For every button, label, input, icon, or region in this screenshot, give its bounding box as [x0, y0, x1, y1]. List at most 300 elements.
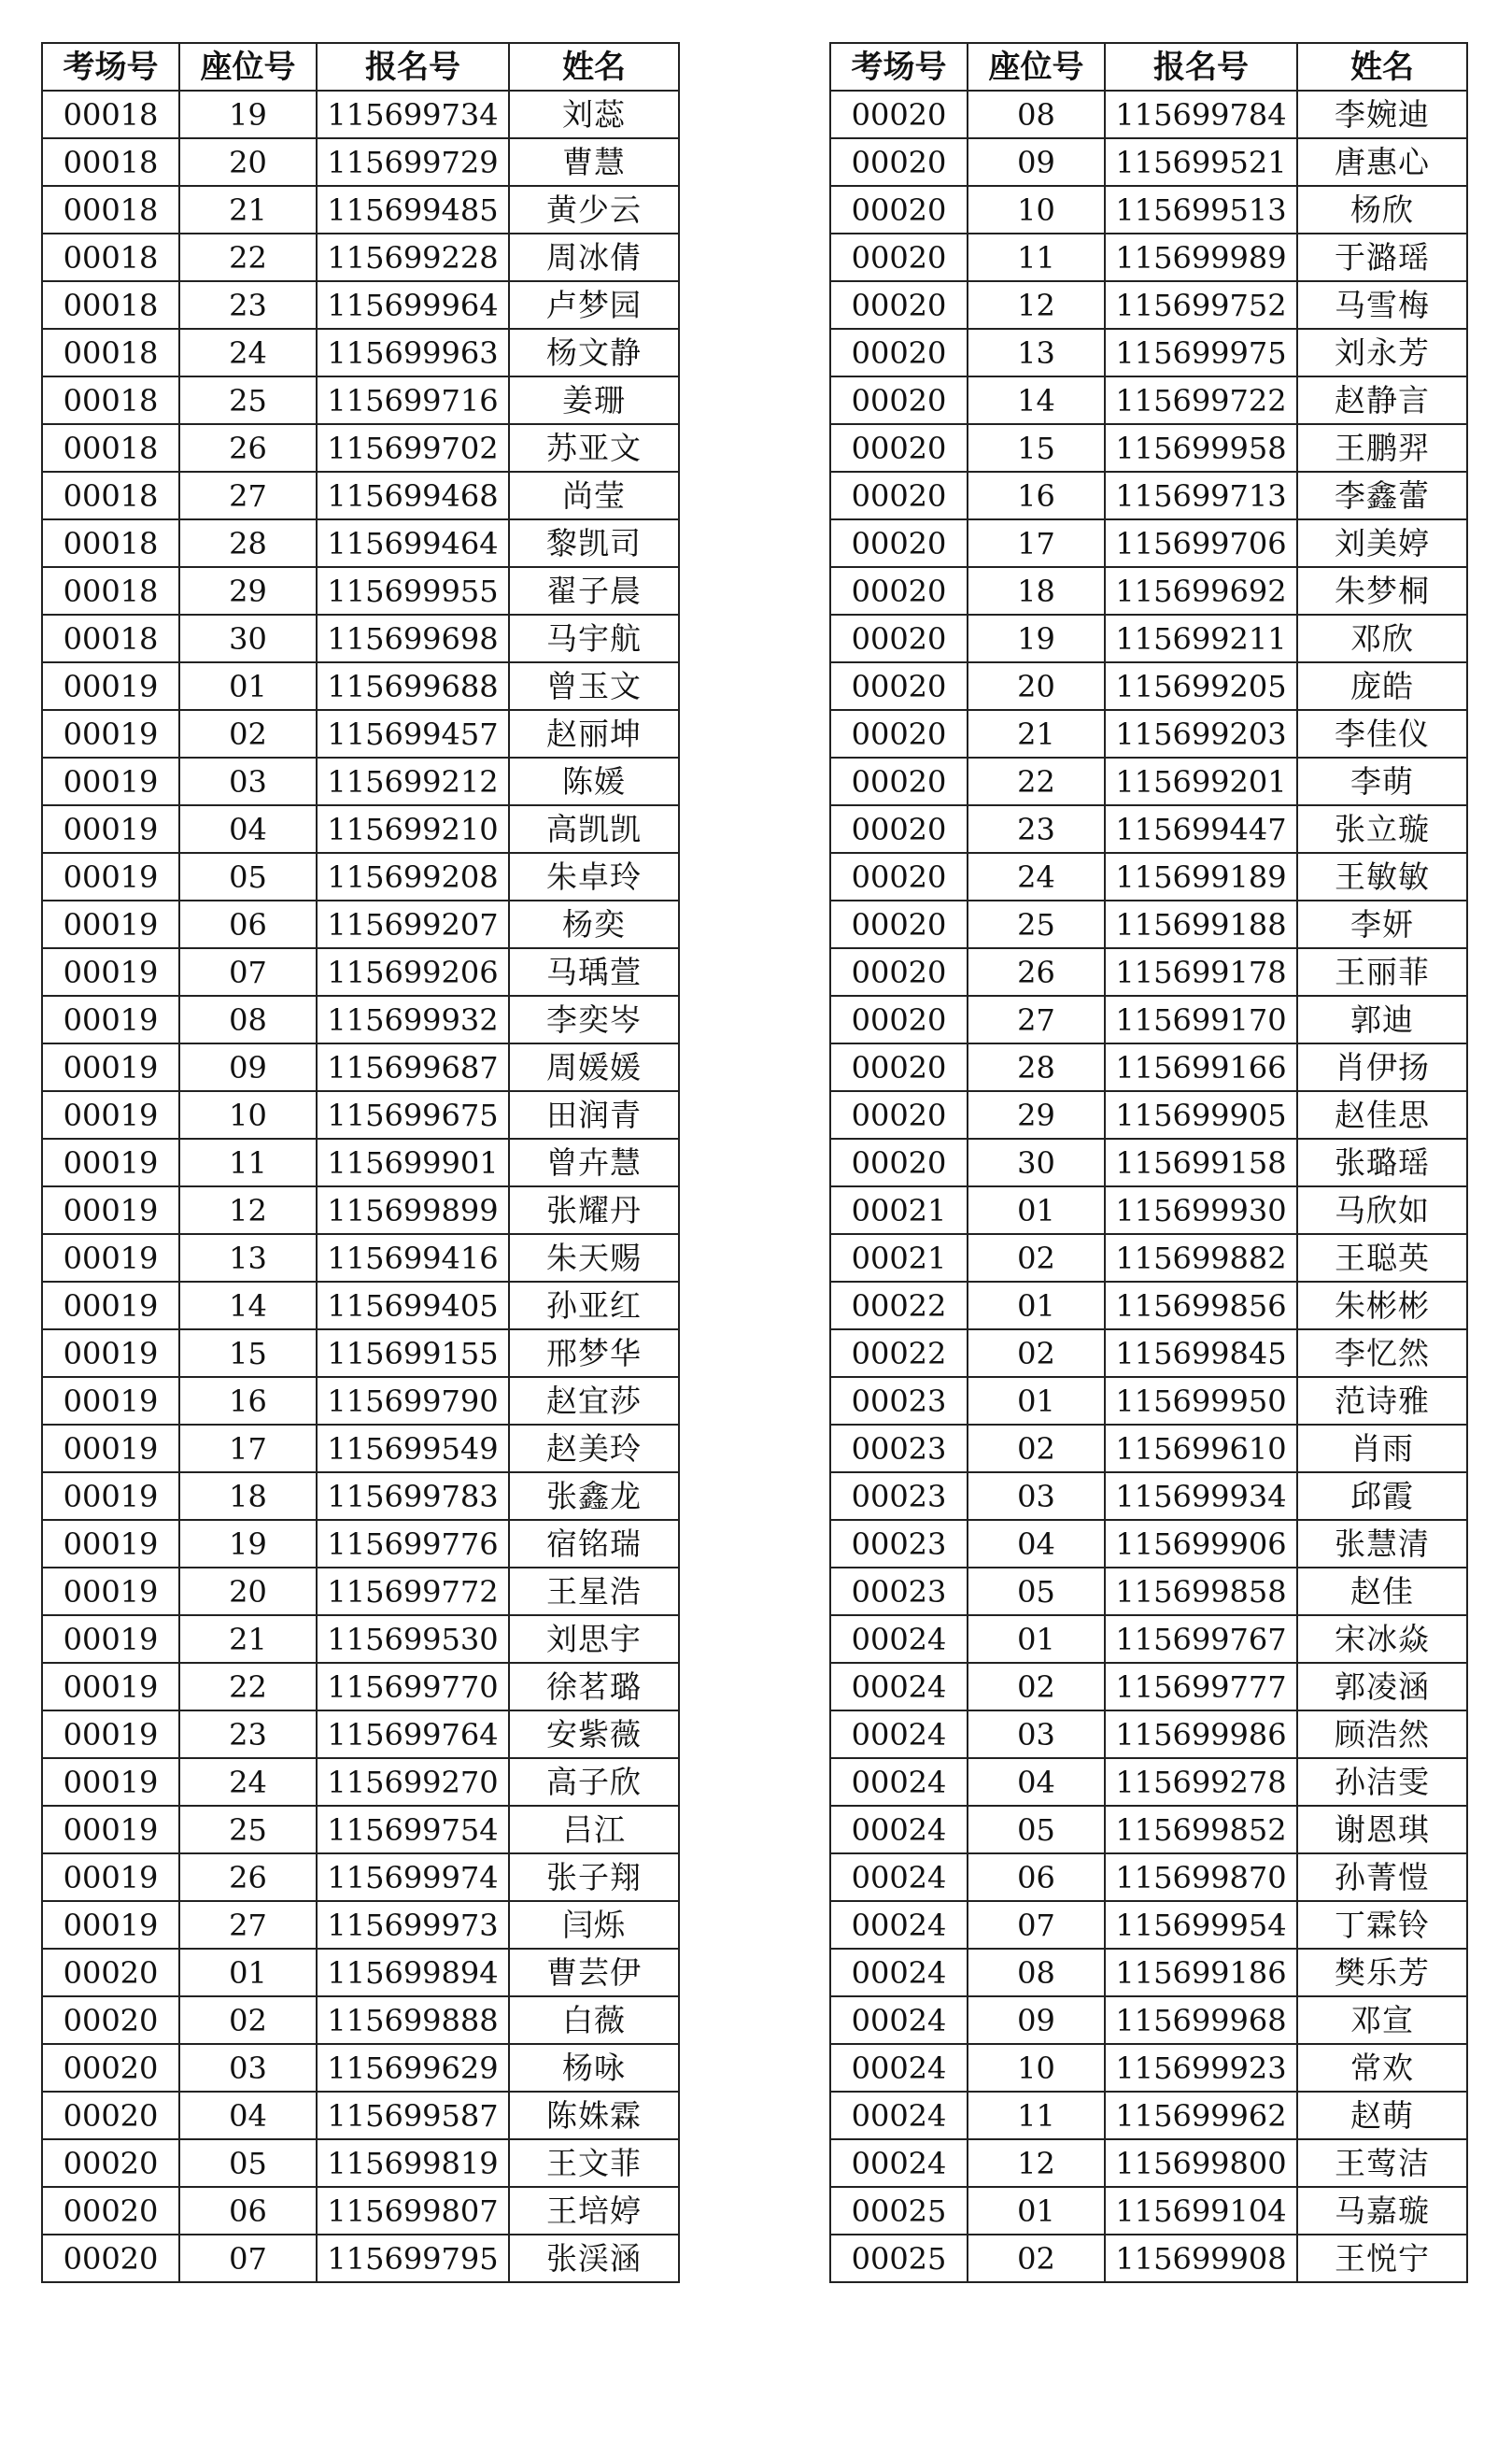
- cell-registration-number: 115699211: [1105, 615, 1297, 662]
- cell-seat-number: 04: [968, 1520, 1105, 1568]
- cell-seat-number: 11: [179, 1139, 317, 1186]
- cell-exam-room: 00019: [42, 1901, 179, 1949]
- cell-exam-room: 00019: [42, 996, 179, 1043]
- cell-registration-number: 115699894: [317, 1949, 509, 1996]
- table-row: [830, 519, 1467, 567]
- table-row: [830, 2044, 1467, 2092]
- cell-seat-number: 25: [968, 901, 1105, 948]
- cell-registration-number: 115699752: [1105, 281, 1297, 329]
- cell-exam-room: 00020: [830, 901, 968, 948]
- cell-name: 张子翔: [509, 1853, 679, 1901]
- cell-exam-room: 00024: [830, 1853, 968, 1901]
- table-row: [830, 901, 1467, 948]
- cell-exam-room: 00019: [42, 805, 179, 853]
- cell-registration-number: 115699795: [317, 2235, 509, 2282]
- cell-seat-number: 14: [179, 1282, 317, 1329]
- table-row: [830, 2139, 1467, 2187]
- table-row: [42, 1091, 679, 1139]
- cell-registration-number: 115699954: [1105, 1901, 1297, 1949]
- table-row: [830, 1758, 1467, 1806]
- cell-seat-number: 15: [179, 1329, 317, 1377]
- cell-registration-number: 115699207: [317, 901, 509, 948]
- cell-seat-number: 04: [179, 2092, 317, 2139]
- table-row: [42, 91, 679, 138]
- cell-registration-number: 115699764: [317, 1710, 509, 1758]
- cell-name: 苏亚文: [509, 424, 679, 472]
- cell-exam-room: 00020: [830, 853, 968, 901]
- cell-name: 赵佳: [1297, 1568, 1467, 1615]
- header-registration-number: 报名号: [317, 43, 509, 91]
- cell-name: 朱天赐: [509, 1234, 679, 1282]
- cell-registration-number: 115699228: [317, 234, 509, 281]
- cell-name: 刘蕊: [509, 91, 679, 138]
- cell-exam-room: 00020: [830, 424, 968, 472]
- table-row: [830, 472, 1467, 519]
- table-row: [42, 1329, 679, 1377]
- cell-seat-number: 19: [179, 91, 317, 138]
- cell-exam-room: 00019: [42, 901, 179, 948]
- cell-seat-number: 02: [968, 2235, 1105, 2282]
- cell-name: 李忆然: [1297, 1329, 1467, 1377]
- cell-exam-room: 00018: [42, 376, 179, 424]
- table-row: [830, 1282, 1467, 1329]
- cell-name: 范诗雅: [1297, 1377, 1467, 1425]
- cell-name: 肖伊扬: [1297, 1043, 1467, 1091]
- cell-name: 谢恩琪: [1297, 1806, 1467, 1853]
- cell-registration-number: 115699513: [1105, 186, 1297, 234]
- cell-seat-number: 02: [179, 710, 317, 758]
- cell-registration-number: 115699770: [317, 1663, 509, 1710]
- table-row: [42, 186, 679, 234]
- cell-exam-room: 00022: [830, 1282, 968, 1329]
- cell-registration-number: 115699906: [1105, 1520, 1297, 1568]
- cell-seat-number: 05: [179, 853, 317, 901]
- cell-name: 马欣如: [1297, 1186, 1467, 1234]
- table-row: [42, 281, 679, 329]
- cell-seat-number: 12: [179, 1186, 317, 1234]
- cell-name: 周媛媛: [509, 1043, 679, 1091]
- cell-seat-number: 03: [179, 2044, 317, 2092]
- header-name: 姓名: [509, 43, 679, 91]
- cell-registration-number: 115699713: [1105, 472, 1297, 519]
- cell-exam-room: 00019: [42, 1806, 179, 1853]
- cell-exam-room: 00024: [830, 1758, 968, 1806]
- cell-exam-room: 00020: [42, 2235, 179, 2282]
- cell-exam-room: 00024: [830, 1615, 968, 1663]
- cell-name: 王星浩: [509, 1568, 679, 1615]
- cell-name: 王鹏羿: [1297, 424, 1467, 472]
- table-row: [830, 1996, 1467, 2044]
- cell-seat-number: 24: [179, 1758, 317, 1806]
- cell-registration-number: 115699973: [317, 1901, 509, 1949]
- cell-exam-room: 00020: [830, 91, 968, 138]
- cell-exam-room: 00018: [42, 186, 179, 234]
- cell-exam-room: 00021: [830, 1234, 968, 1282]
- cell-registration-number: 115699958: [1105, 424, 1297, 472]
- cell-name: 曹芸伊: [509, 1949, 679, 1996]
- cell-registration-number: 115699968: [1105, 1996, 1297, 2044]
- cell-exam-room: 00018: [42, 472, 179, 519]
- cell-exam-room: 00024: [830, 2044, 968, 2092]
- cell-exam-room: 00019: [42, 1663, 179, 1710]
- cell-registration-number: 115699923: [1105, 2044, 1297, 2092]
- cell-seat-number: 02: [968, 1663, 1105, 1710]
- cell-registration-number: 115699776: [317, 1520, 509, 1568]
- cell-exam-room: 00020: [830, 567, 968, 615]
- cell-exam-room: 00019: [42, 1472, 179, 1520]
- cell-registration-number: 115699858: [1105, 1568, 1297, 1615]
- cell-seat-number: 07: [179, 2235, 317, 2282]
- table-row: [830, 1091, 1467, 1139]
- cell-registration-number: 115699692: [1105, 567, 1297, 615]
- cell-name: 张璐瑶: [1297, 1139, 1467, 1186]
- cell-seat-number: 21: [179, 1615, 317, 1663]
- cell-seat-number: 02: [968, 1329, 1105, 1377]
- cell-exam-room: 00020: [830, 710, 968, 758]
- table-row: [830, 1377, 1467, 1425]
- cell-seat-number: 01: [179, 662, 317, 710]
- cell-seat-number: 09: [968, 1996, 1105, 2044]
- cell-name: 樊乐芳: [1297, 1949, 1467, 1996]
- cell-name: 孙菁愷: [1297, 1853, 1467, 1901]
- cell-name: 曾卉慧: [509, 1139, 679, 1186]
- cell-registration-number: 115699189: [1105, 853, 1297, 901]
- cell-exam-room: 00024: [830, 1996, 968, 2044]
- cell-registration-number: 115699158: [1105, 1139, 1297, 1186]
- cell-exam-room: 00020: [830, 615, 968, 662]
- table-row: [830, 1853, 1467, 1901]
- cell-seat-number: 26: [968, 948, 1105, 996]
- cell-exam-room: 00020: [830, 329, 968, 376]
- table-row: [42, 1949, 679, 1996]
- cell-registration-number: 115699856: [1105, 1282, 1297, 1329]
- cell-seat-number: 24: [968, 853, 1105, 901]
- roster-table-left: [41, 42, 680, 2283]
- cell-registration-number: 115699767: [1105, 1615, 1297, 1663]
- cell-registration-number: 115699908: [1105, 2235, 1297, 2282]
- cell-name: 邓宣: [1297, 1996, 1467, 2044]
- table-row: [830, 567, 1467, 615]
- cell-registration-number: 115699772: [317, 1568, 509, 1615]
- cell-seat-number: 12: [968, 281, 1105, 329]
- cell-seat-number: 19: [179, 1520, 317, 1568]
- table-row: [42, 996, 679, 1043]
- cell-name: 朱彬彬: [1297, 1282, 1467, 1329]
- cell-registration-number: 115699702: [317, 424, 509, 472]
- table-row: [42, 1901, 679, 1949]
- cell-name: 肖雨: [1297, 1425, 1467, 1472]
- table-row: [42, 2044, 679, 2092]
- cell-name: 朱卓玲: [509, 853, 679, 901]
- cell-name: 尚莹: [509, 472, 679, 519]
- cell-name: 于潞瑶: [1297, 234, 1467, 281]
- cell-registration-number: 115699457: [317, 710, 509, 758]
- cell-exam-room: 00024: [830, 1949, 968, 1996]
- table-row: [830, 805, 1467, 853]
- cell-name: 田润青: [509, 1091, 679, 1139]
- cell-seat-number: 13: [179, 1234, 317, 1282]
- header-name: 姓名: [1297, 43, 1467, 91]
- cell-exam-room: 00018: [42, 138, 179, 186]
- cell-name: 赵静言: [1297, 376, 1467, 424]
- cell-registration-number: 115699208: [317, 853, 509, 901]
- table-row: [830, 2235, 1467, 2282]
- table-row: [42, 662, 679, 710]
- cell-seat-number: 19: [968, 615, 1105, 662]
- table-row: [42, 1710, 679, 1758]
- cell-name: 孙亚红: [509, 1282, 679, 1329]
- cell-name: 李鑫蕾: [1297, 472, 1467, 519]
- cell-exam-room: 00020: [830, 138, 968, 186]
- cell-exam-room: 00020: [830, 996, 968, 1043]
- cell-registration-number: 115699734: [317, 91, 509, 138]
- cell-registration-number: 115699706: [1105, 519, 1297, 567]
- cell-name: 马瑀萱: [509, 948, 679, 996]
- cell-name: 刘思宇: [509, 1615, 679, 1663]
- table-row: [42, 1139, 679, 1186]
- header-registration-number: 报名号: [1105, 43, 1297, 91]
- cell-registration-number: 115699790: [317, 1377, 509, 1425]
- table-row: [830, 710, 1467, 758]
- cell-exam-room: 00019: [42, 1425, 179, 1472]
- cell-name: 王培婷: [509, 2187, 679, 2235]
- cell-registration-number: 115699464: [317, 519, 509, 567]
- cell-name: 王文菲: [509, 2139, 679, 2187]
- table-row: [830, 329, 1467, 376]
- cell-seat-number: 28: [179, 519, 317, 567]
- header-exam-room: 考场号: [830, 43, 968, 91]
- cell-exam-room: 00018: [42, 234, 179, 281]
- cell-registration-number: 115699178: [1105, 948, 1297, 996]
- cell-seat-number: 20: [179, 1568, 317, 1615]
- cell-name: 杨奕: [509, 901, 679, 948]
- cell-name: 郭凌涵: [1297, 1663, 1467, 1710]
- cell-exam-room: 00020: [830, 234, 968, 281]
- cell-registration-number: 115699698: [317, 615, 509, 662]
- cell-name: 黄少云: [509, 186, 679, 234]
- cell-registration-number: 115699950: [1105, 1377, 1297, 1425]
- table-row: [830, 1568, 1467, 1615]
- cell-exam-room: 00019: [42, 710, 179, 758]
- cell-exam-room: 00019: [42, 1139, 179, 1186]
- cell-name: 赵美玲: [509, 1425, 679, 1472]
- cell-registration-number: 115699932: [317, 996, 509, 1043]
- table-row: [42, 1425, 679, 1472]
- cell-seat-number: 03: [179, 758, 317, 805]
- cell-name: 杨咏: [509, 2044, 679, 2092]
- cell-name: 赵佳思: [1297, 1091, 1467, 1139]
- cell-exam-room: 00023: [830, 1568, 968, 1615]
- table-row: [830, 2187, 1467, 2235]
- table-row: [830, 2092, 1467, 2139]
- cell-registration-number: 115699155: [317, 1329, 509, 1377]
- cell-name: 邢梦华: [509, 1329, 679, 1377]
- cell-exam-room: 00024: [830, 2139, 968, 2187]
- table-row: [42, 376, 679, 424]
- table-row: [42, 948, 679, 996]
- cell-name: 黎凯司: [509, 519, 679, 567]
- cell-name: 郭迪: [1297, 996, 1467, 1043]
- cell-seat-number: 25: [179, 376, 317, 424]
- cell-exam-room: 00019: [42, 1329, 179, 1377]
- cell-registration-number: 115699212: [317, 758, 509, 805]
- cell-name: 李佳仪: [1297, 710, 1467, 758]
- cell-seat-number: 11: [968, 234, 1105, 281]
- cell-seat-number: 04: [968, 1758, 1105, 1806]
- cell-exam-room: 00023: [830, 1377, 968, 1425]
- cell-registration-number: 115699930: [1105, 1186, 1297, 1234]
- cell-name: 王敏敏: [1297, 853, 1467, 901]
- cell-name: 曾玉文: [509, 662, 679, 710]
- cell-seat-number: 05: [179, 2139, 317, 2187]
- cell-seat-number: 25: [179, 1806, 317, 1853]
- cell-seat-number: 02: [968, 1234, 1105, 1282]
- cell-seat-number: 27: [968, 996, 1105, 1043]
- table-row: [42, 1520, 679, 1568]
- table-row: [42, 1472, 679, 1520]
- table-row: [42, 805, 679, 853]
- cell-registration-number: 115699270: [317, 1758, 509, 1806]
- cell-registration-number: 115699186: [1105, 1949, 1297, 1996]
- cell-seat-number: 27: [179, 1901, 317, 1949]
- cell-exam-room: 00019: [42, 853, 179, 901]
- cell-registration-number: 115699974: [317, 1853, 509, 1901]
- table-row: [830, 1425, 1467, 1472]
- cell-name: 宿铭瑞: [509, 1520, 679, 1568]
- table-row: [42, 1996, 679, 2044]
- table-row: [830, 1806, 1467, 1853]
- table-row: [42, 2187, 679, 2235]
- cell-seat-number: 04: [179, 805, 317, 853]
- table-row: [830, 281, 1467, 329]
- cell-seat-number: 06: [179, 901, 317, 948]
- cell-registration-number: 115699716: [317, 376, 509, 424]
- cell-registration-number: 115699687: [317, 1043, 509, 1091]
- table-row: [42, 1806, 679, 1853]
- cell-seat-number: 10: [968, 2044, 1105, 2092]
- table-row: [830, 1043, 1467, 1091]
- cell-registration-number: 115699934: [1105, 1472, 1297, 1520]
- table-row: [42, 1615, 679, 1663]
- cell-registration-number: 115699964: [317, 281, 509, 329]
- cell-seat-number: 07: [179, 948, 317, 996]
- cell-exam-room: 00020: [830, 805, 968, 853]
- cell-seat-number: 26: [179, 1853, 317, 1901]
- cell-seat-number: 01: [968, 1615, 1105, 1663]
- cell-registration-number: 115699852: [1105, 1806, 1297, 1853]
- cell-exam-room: 00021: [830, 1186, 968, 1234]
- cell-exam-room: 00020: [42, 2187, 179, 2235]
- table-row: [42, 1043, 679, 1091]
- cell-registration-number: 115699784: [1105, 91, 1297, 138]
- cell-registration-number: 115699530: [317, 1615, 509, 1663]
- cell-exam-room: 00019: [42, 662, 179, 710]
- cell-exam-room: 00019: [42, 1853, 179, 1901]
- cell-registration-number: 115699405: [317, 1282, 509, 1329]
- cell-exam-room: 00018: [42, 567, 179, 615]
- cell-seat-number: 21: [179, 186, 317, 234]
- cell-seat-number: 03: [968, 1472, 1105, 1520]
- cell-registration-number: 115699104: [1105, 2187, 1297, 2235]
- cell-exam-room: 00020: [42, 2139, 179, 2187]
- cell-seat-number: 06: [179, 2187, 317, 2235]
- cell-registration-number: 115699170: [1105, 996, 1297, 1043]
- cell-name: 王聪英: [1297, 1234, 1467, 1282]
- cell-exam-room: 00020: [830, 519, 968, 567]
- cell-name: 卢梦园: [509, 281, 679, 329]
- cell-name: 姜珊: [509, 376, 679, 424]
- cell-name: 常欢: [1297, 2044, 1467, 2092]
- table-row: [42, 901, 679, 948]
- cell-seat-number: 22: [968, 758, 1105, 805]
- cell-exam-room: 00024: [830, 1806, 968, 1853]
- cell-name: 邓欣: [1297, 615, 1467, 662]
- cell-registration-number: 115699201: [1105, 758, 1297, 805]
- cell-exam-room: 00020: [42, 2044, 179, 2092]
- table-row: [42, 234, 679, 281]
- roster-table-right: [829, 42, 1468, 2283]
- cell-name: 李婉迪: [1297, 91, 1467, 138]
- cell-name: 杨文静: [509, 329, 679, 376]
- cell-exam-room: 00020: [830, 472, 968, 519]
- cell-registration-number: 115699955: [317, 567, 509, 615]
- header-row: [42, 43, 679, 91]
- cell-name: 刘美婷: [1297, 519, 1467, 567]
- cell-seat-number: 01: [968, 1377, 1105, 1425]
- table-row: [830, 615, 1467, 662]
- cell-name: 邱霞: [1297, 1472, 1467, 1520]
- cell-exam-room: 00018: [42, 91, 179, 138]
- table-row: [42, 519, 679, 567]
- cell-name: 李奕岑: [509, 996, 679, 1043]
- table-row: [830, 853, 1467, 901]
- cell-seat-number: 28: [968, 1043, 1105, 1091]
- header-exam-room: 考场号: [42, 43, 179, 91]
- cell-registration-number: 115699166: [1105, 1043, 1297, 1091]
- table-row: [830, 1663, 1467, 1710]
- cell-registration-number: 115699899: [317, 1186, 509, 1234]
- cell-exam-room: 00020: [830, 186, 968, 234]
- cell-registration-number: 115699629: [317, 2044, 509, 2092]
- cell-seat-number: 03: [968, 1710, 1105, 1758]
- cell-registration-number: 115699783: [317, 1472, 509, 1520]
- cell-exam-room: 00020: [830, 1091, 968, 1139]
- cell-name: 曹慧: [509, 138, 679, 186]
- cell-seat-number: 30: [179, 615, 317, 662]
- table-row: [42, 138, 679, 186]
- table-row: [830, 138, 1467, 186]
- table-row: [830, 1139, 1467, 1186]
- cell-seat-number: 16: [968, 472, 1105, 519]
- table-row: [830, 186, 1467, 234]
- table-row: [42, 1853, 679, 1901]
- cell-registration-number: 115699610: [1105, 1425, 1297, 1472]
- header-seat-number: 座位号: [179, 43, 317, 91]
- cell-seat-number: 29: [968, 1091, 1105, 1139]
- table-row: [42, 1758, 679, 1806]
- cell-name: 王莺洁: [1297, 2139, 1467, 2187]
- cell-seat-number: 29: [179, 567, 317, 615]
- cell-exam-room: 00019: [42, 1758, 179, 1806]
- cell-exam-room: 00020: [830, 281, 968, 329]
- cell-exam-room: 00024: [830, 1710, 968, 1758]
- cell-registration-number: 115699468: [317, 472, 509, 519]
- cell-registration-number: 115699888: [317, 1996, 509, 2044]
- cell-exam-room: 00019: [42, 1615, 179, 1663]
- cell-name: 张渓涵: [509, 2235, 679, 2282]
- table-row: [42, 1282, 679, 1329]
- table-row: [42, 710, 679, 758]
